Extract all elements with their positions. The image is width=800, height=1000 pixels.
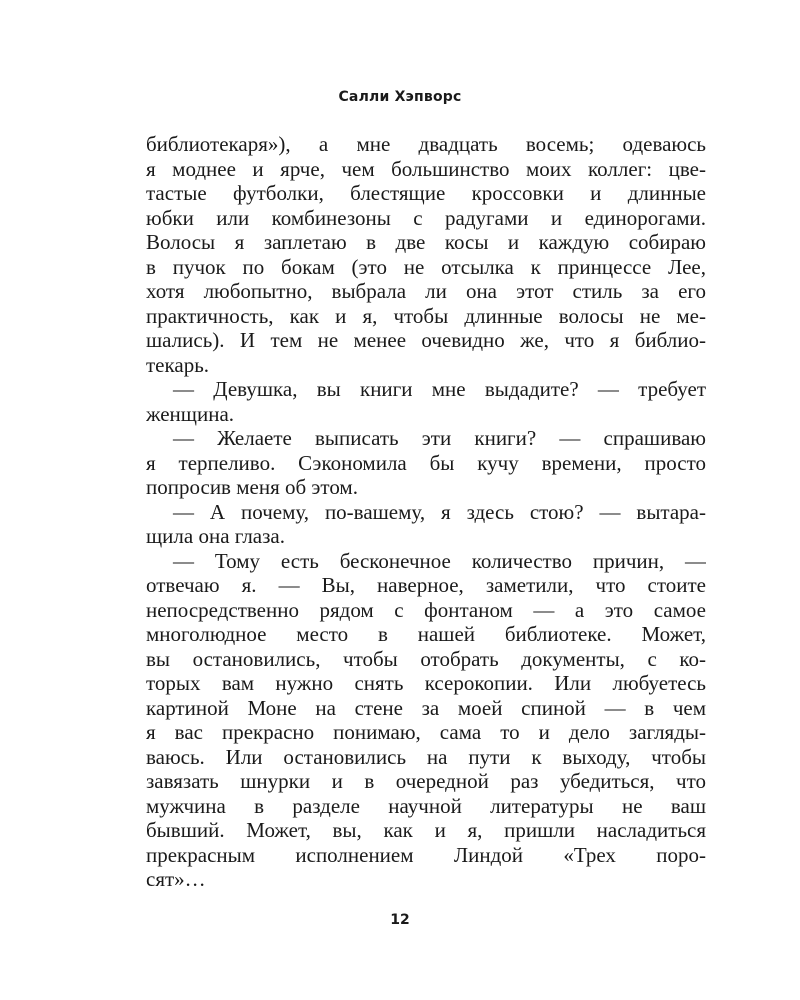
text-line: практичность, как и я, чтобы длинные волосы не ме- [146, 303, 706, 328]
text-line: — Девушка, вы книги мне выдадите? — требует [173, 377, 706, 401]
text-line: юбки или комбинезоны с радугами и единорогами. [146, 205, 706, 230]
page-number: 12 [390, 912, 410, 928]
text-line: в пучок по бокам (это не отсылка к принцессе Лее, [146, 254, 706, 279]
text-line: щила она глаза. [146, 524, 285, 548]
text-line: сят»… [146, 867, 206, 891]
text-line: я терпеливо. Сэкономила бы кучу времени, просто [146, 450, 706, 475]
text-line: отвечаю я. — Вы, наверное, заметили, что стоите [146, 573, 706, 597]
text-line: шались). И тем не менее очевидно же, что я библио- [146, 328, 706, 352]
text-line: прекрасным исполнением Линдой «Трех поро- [146, 842, 706, 867]
text-line: ваюсь. Или остановились на пути к выходу, чтобы [146, 744, 706, 769]
text-line: Волосы я заплетаю в две косы и каждую собираю [146, 230, 706, 254]
text-line: торых вам нужно снять ксерокопии. Или любуетесь [146, 671, 706, 695]
text-line: — Тому есть бесконечное количество причин, — [173, 548, 706, 573]
text-line: непосредственно рядом с фонтаном — а это самое [146, 597, 706, 622]
text-line: хотя любопытно, выбрала ли она этот стиль за его [146, 279, 706, 303]
text-line: многолюдное место в нашей библиотеке. Может, [146, 622, 706, 646]
text-line: попросив меня об этом. [146, 475, 358, 499]
text-line: я моднее и ярче, чем большинство моих коллег: цве- [146, 156, 706, 181]
text-line: завязать шнурки и в очередной раз убедиться, что [146, 769, 706, 793]
text-line: я вас прекрасно понимаю, сама то и дело загляды- [146, 720, 706, 744]
text-line: библиотекаря»), а мне двадцать восемь; одеваюсь [146, 132, 706, 156]
text-line: женщина. [146, 401, 235, 426]
text-line: бывший. Может, вы, как и я, пришли насладиться [146, 818, 706, 842]
text-line: мужчина в разделе научной литературы не ваш [146, 793, 706, 818]
page-body-text [146, 132, 706, 892]
text-line: вы остановились, чтобы отобрать документы, с ко- [146, 646, 706, 671]
text-line: текарь. [146, 352, 210, 377]
text-line: — А почему, по-вашему, я здесь стою? — вытара- [173, 499, 706, 524]
running-header: Салли Хэпворс [338, 89, 462, 105]
text-line: — Желаете выписать эти книги? — спрашиваю [173, 426, 706, 450]
text-line: тастые футболки, блестящие кроссовки и длинные [146, 181, 706, 205]
text-line: картиной Моне на стене за моей спиной — в чем [146, 695, 706, 720]
